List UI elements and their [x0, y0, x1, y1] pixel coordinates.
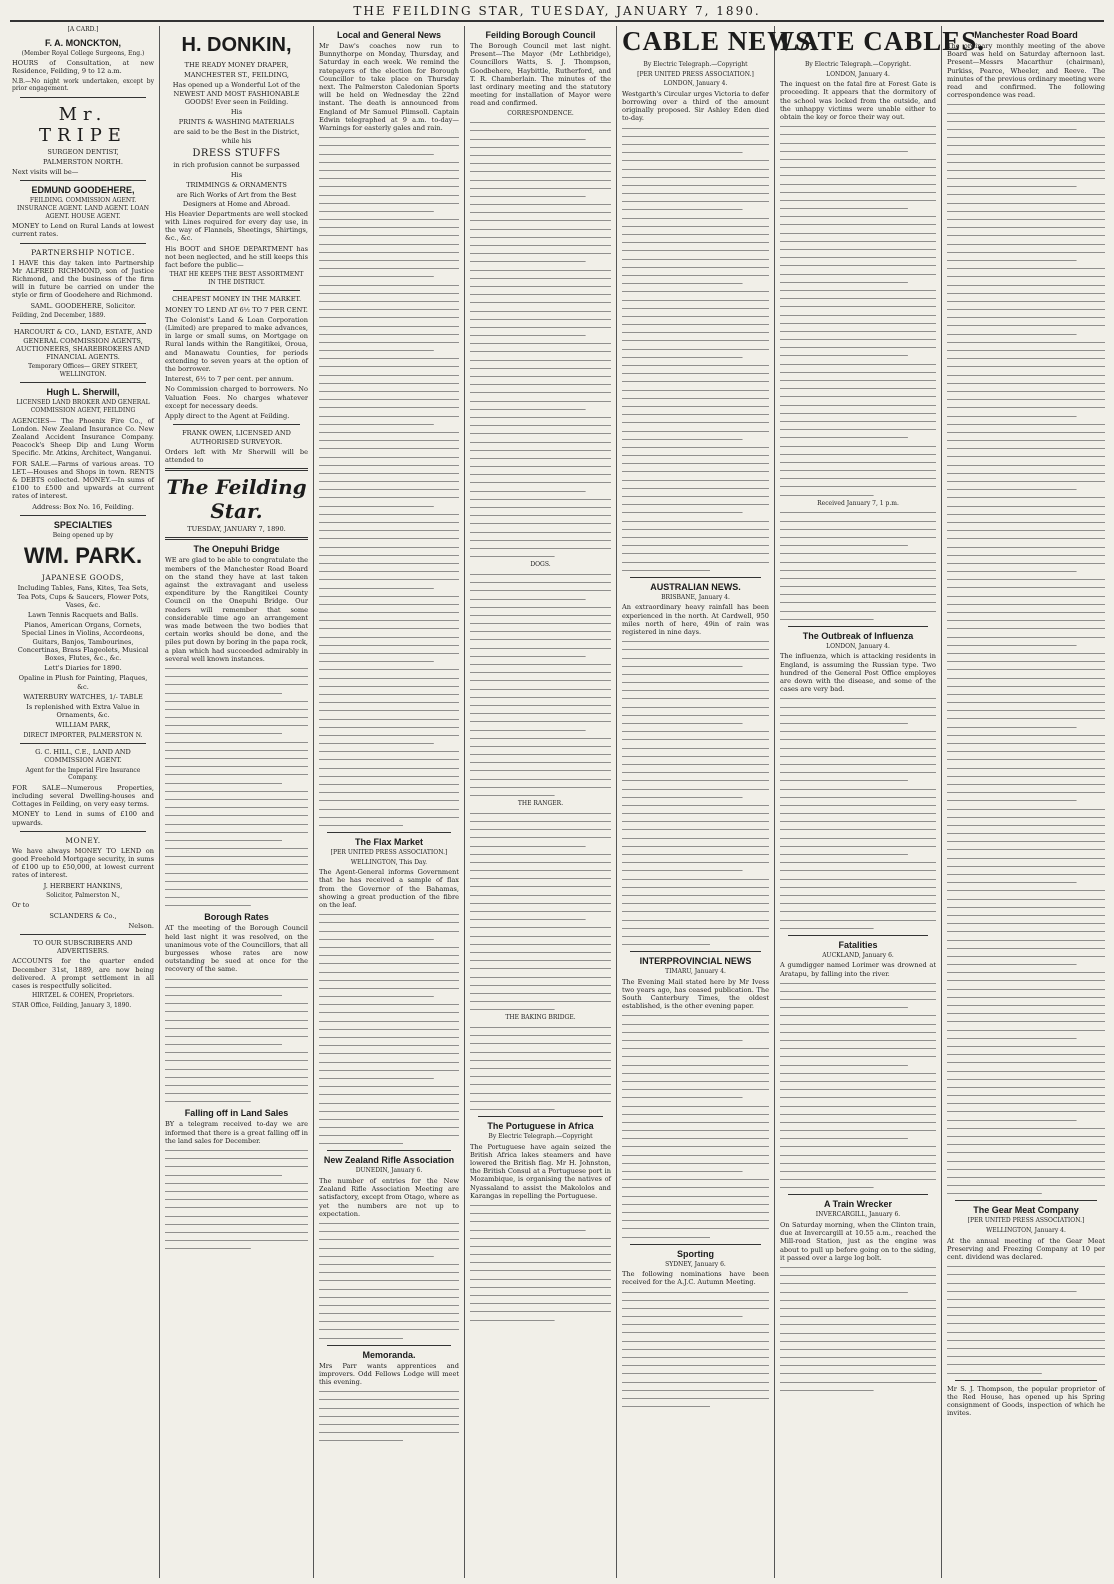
falling-off-text: BY a telegram received to-day we are informed that there is a great falling off in the land sales for December.	[165, 1120, 308, 1145]
donkin-his-2: His	[230, 171, 243, 180]
park-subtitle: DIRECT IMPORTER, PALMERSTON N.	[23, 731, 143, 739]
article-body	[319, 1388, 459, 1443]
rifle-text: The number of entries for the New Zealand Rifle Association Meeting are satisfactory, except from Otago, where as yet the numbers are not up to expectation.	[319, 1177, 459, 1218]
column-rule-6	[941, 26, 942, 1578]
cable-association: [PER UNITED PRESS ASSOCIATION.]	[637, 70, 754, 78]
monckton-hours: HOURS of Consultation, at new Residence, Feilding, 9 to 12 a.m.	[12, 59, 154, 76]
partnership-date: Feilding, 2nd December, 1889.	[12, 311, 106, 319]
donkin-address: MANCHESTER ST., FEILDING,	[183, 71, 290, 80]
article-body	[780, 695, 936, 930]
masthead-rule	[10, 20, 1104, 22]
cheapest-money: CHEAPEST MONEY IN THE MARKET.	[171, 295, 302, 304]
divider	[630, 1244, 761, 1245]
monckton-subtitle: (Member Royal College Surgeons, Eng.)	[21, 49, 145, 57]
divider	[788, 1194, 928, 1195]
correspondence-heading: CORRESPONDENCE.	[507, 109, 574, 117]
tripe-heading: Mr. TRIPE	[39, 103, 127, 146]
donkin-prints-text: are said to be the Best in the District, while his	[173, 128, 300, 145]
divider	[327, 1150, 451, 1151]
donkin-opened: Has opened up a Wonderful Lot of the NEWEST AND MOST FASHIONABLE GOODS! Ever seen in Feilding.	[172, 81, 301, 106]
article-body	[622, 1289, 769, 1410]
proprietors: HIRTZEL & COHEN, Proprietors.	[31, 992, 135, 1000]
influenza-text: The influenza, which is attacking residents in England, is assuming the Russian type. Two hundred of the General Post Office employes are down with the disease, and some of the cases are very bad.	[780, 652, 936, 694]
article-body	[947, 101, 1105, 1196]
fatalities-heading: Fatalities	[838, 939, 878, 950]
divider	[788, 626, 928, 627]
sclanders: SCLANDERS & Co.,	[49, 911, 117, 920]
memoranda-text: Mrs Parr wants apprentices and improvers. Odd Fellows Lodge will meet this evening.	[319, 1361, 459, 1387]
star-office-date: STAR Office, Feilding, January 3, 1890.	[12, 1001, 132, 1009]
owen-heading: FRANK OWEN, LICENSED AND AUTHORISED SURVEYOR.	[182, 429, 291, 446]
article-body	[947, 1263, 1105, 1375]
money-text: We have always MONEY TO LEND on good Freehold Mortgage security, in sums of £100 up to £50,000, at lowest current rates of interest.	[12, 846, 154, 880]
letts-diaries: Lett's Diaries for 1890.	[44, 664, 122, 673]
late-source: By Electric Telegraph.—Copyright.	[804, 61, 912, 68]
article-body	[622, 638, 769, 947]
subscribers-text: ACCOUNTS for the quarter ended December 31st, 1889, are now being delivered. A prompt settlement in all cases is respectfully solicited.	[12, 957, 154, 991]
divider	[788, 935, 928, 936]
donkin-best-assortment: THAT HE KEEPS THE BEST ASSORTMENT IN THE DISTRICT.	[169, 271, 304, 286]
subscribers-heading: TO OUR SUBSCRIBERS AND ADVERTISERS.	[33, 939, 133, 956]
divider	[173, 424, 300, 425]
donkin-prints: PRINTS & WASHING MATERIALS	[178, 118, 295, 127]
train-place: INVERCARGILL, January 6.	[815, 1211, 901, 1219]
dogs-heading: DOGS.	[530, 561, 551, 569]
money-to-lend-rate: MONEY TO LEND AT 6½ TO 7 PER CENT.	[165, 305, 308, 314]
article-body	[780, 980, 936, 1191]
flax-place: WELLINGTON, This Day.	[350, 858, 428, 866]
donkin-dress: DRESS STUFFS	[192, 147, 281, 159]
divider	[478, 1116, 603, 1117]
monckton-heading: F. A. MONCKTON,	[45, 37, 121, 48]
divider	[327, 1345, 451, 1346]
donkin-draper: THE READY MONEY DRAPER,	[184, 61, 289, 69]
article-body	[470, 571, 611, 798]
divider	[630, 577, 761, 578]
manchester-road-board-text: The ordinary monthly meeting of the above Board was held on Saturday afternoon last. Present—Messrs Macarthur (chairman), Purkiss, Pearce, Wheeler, and Reeve. The minutes of the previous ordinary meeting were read and confirmed. The following correspondence was read.	[947, 42, 1105, 100]
divider	[165, 537, 308, 540]
late-place: LONDON, January 4.	[826, 70, 890, 78]
cable-text: Westgarth's Circular urges Victoria to defer borrowing over a third of the amount originally proposed. Sir Ashley Eden died to-day.	[622, 89, 769, 123]
gear-meat-heading: The Gear Meat Company	[973, 1205, 1079, 1216]
article-body	[470, 119, 611, 559]
sherwill-address: Address: Box No. 16, Feilding.	[32, 502, 134, 511]
manchester-road-board-heading: Manchester Road Board	[974, 30, 1078, 40]
interprovincial-text: The Evening Mail stated here by Mr Ivess two years ago, has ceased publication. The South Canterbury Times, the oldest established, is the other evening paper.	[622, 977, 769, 1011]
late-cables-heading: LATE CABLES.	[780, 26, 986, 56]
divider	[955, 1200, 1097, 1201]
hill-sale: FOR SALE—Numerous Properties, including several Dwelling-houses and Cottages in Feilding, on very easy terms.	[12, 783, 154, 809]
replenished: Is replenished with Extra Value in Ornaments, &c.	[26, 703, 140, 720]
monckton-note: N.B.—No night work undertaken, except by prior engagement.	[12, 77, 154, 93]
flax-source: [PER UNITED PRESS ASSOCIATION.]	[330, 848, 448, 856]
article-body	[622, 125, 769, 573]
article-body	[470, 1202, 611, 1323]
park-signature: WILLIAM PARK,	[55, 721, 111, 730]
sherwill-subtitle: LICENSED LAND BROKER AND GENERAL COMMISSION AGENT, FEILDING	[16, 399, 150, 414]
local-news-text: Mr Daw's coaches now run to Bunnythorpe on Monday, Thursday, and Saturday in each week. We remind the ratepayers of the election for Borough Councillor to take place on Thursday next. The Palmerston Caledonian Sports will be held on Wednesday the 22nd instant. The death is announced from England of Mr Samuel Plimsoll. Captain Edwin telegraphed at 9 a.m. to-day—Warnings for easterly gales and rain.	[319, 42, 459, 133]
divider	[20, 323, 146, 324]
local-news-heading: Local and General News	[336, 30, 442, 40]
harcourt-offices: Temporary Offices— GREY STREET, WELLINGTON.	[28, 363, 138, 378]
australian-news-heading: AUSTRALIAN NEWS.	[650, 581, 741, 592]
owen-text: Orders left with Mr Sherwill will be attended to	[165, 447, 308, 464]
rifle-heading: New Zealand Rifle Association	[323, 1155, 455, 1166]
gear-source: [PER UNITED PRESS ASSOCIATION.]	[967, 1217, 1085, 1225]
sherwill-for-sale: FOR SALE.—Farms of various areas. TO LET.—Houses and Shops in town. RENTS & DEBTS collected. MONEY.—In sums of £100 to £500 and upwards at current rates of interest.	[12, 459, 154, 501]
column-late-cables	[776, 26, 986, 1578]
gear-place: WELLINGTON, January 4.	[986, 1226, 1066, 1234]
train-text: On Saturday morning, when the Clinton train, due at Invercargill at 10.55 a.m., reached the Mill-road Station, just as the engine was about to pull up before going on to the siding, it passed over a large log bolt.	[780, 1221, 936, 1262]
column-road-board	[943, 26, 1109, 1578]
hill-money: MONEY to Lend in sums of £100 and upwards.	[12, 810, 154, 827]
borough-rates-text: AT the meeting of the Borough Council held last night it was resolved, on the unanimous vote of the Councillors, that all burgesses whose rates are now outstanding be sued at once for the recovery of the same.	[165, 924, 308, 974]
waterbury: WATERBURY WATCHES, 1/- TABLE	[23, 692, 143, 701]
late-text: The inquest on the fatal fire at Forest Gate is proceeding. It appears that the dormitory of the school was locked from the outside, and the unhappy victims were unable either to obtain the key or force their way out.	[780, 80, 936, 121]
column-cable-news	[618, 26, 820, 1578]
article-body	[780, 509, 936, 621]
donkin-trimmings-text: are Rich Works of Art from the Best Designers at Home and Abroad.	[176, 191, 297, 208]
colonists-interest: Interest, 6½ to 7 per cent. per annum.	[165, 375, 294, 384]
partnership-heading: PARTNERSHIP NOTICE.	[31, 247, 135, 257]
divider	[173, 290, 300, 291]
divider	[165, 468, 308, 471]
goodehere-money: MONEY to Lend on Rural Lands at lowest current rates.	[12, 222, 154, 239]
influenza-heading: The Outbreak of Influenza	[802, 630, 914, 641]
article-body	[780, 1264, 936, 1393]
masthead-title: THE FEILDING STAR, TUESDAY, JANUARY 7, 1890.	[353, 4, 761, 18]
article-body	[470, 1024, 611, 1112]
article-body	[319, 911, 459, 1146]
article-body	[622, 1012, 769, 1239]
borough-council-text: The Borough Council met last night. Present—The Mayor (Mr Lethbridge), Councillors Watts, S. J. Thompson, Goodbehere, Haybittle, Rutherford, and T. R. Chamberlain. The minutes of the last ordinary meeting and the statutory meeting for installation of Mayor were read and confirmed.	[470, 42, 611, 108]
article-body	[165, 665, 308, 908]
sporting-heading: Sporting	[677, 1248, 714, 1259]
goodehere-agencies: FEILDING. COMMISSION AGENT. INSURANCE AGENT. LAND AGENT. LOAN AGENT. HOUSE AGENT.	[17, 197, 149, 220]
column-borough-council	[466, 26, 615, 1578]
sporting-text: The following nominations have been received for the A.J.C. Autumn Meeting.	[622, 1270, 769, 1287]
australian-place: BRISBANE, January 4.	[661, 593, 730, 601]
cable-place: LONDON, January 4.	[663, 80, 728, 88]
lawn-tennis: Lawn Tennis Racquets and Balls.	[27, 611, 139, 620]
australian-text: An extraordinary heavy rainfall has been experienced in the north. At Cardwell, 950 miles north of here, 49in of rain was registered in nine days.	[622, 603, 769, 636]
donkin-trimmings: TRIMMINGS & ORNAMENTS	[186, 181, 287, 190]
fatalities-place: AUCKLAND, January 6.	[822, 951, 894, 959]
opaline: Opaline in Plush for Painting, Plaques, &c.	[18, 674, 148, 691]
hankins-subtitle: Solicitor, Palmerston N.,	[46, 891, 120, 899]
pianos: Pianos, American Organs, Cornets, Special Lines in Violins, Accordeons, Guitars, Banjos, Tambourines, Concertinas, Brass Flageolets, Musical Boxes, Flutes, &c., &c.	[17, 621, 149, 663]
divider	[955, 1380, 1097, 1381]
colonists-text: The Colonist's Land & Loan Corporation (Limited) are prepared to make advances, in large or small sums, on Mortgage on Rural lands within the Rangitikei, Oroua, and Manawatu Counties, for periods extending to seven years at the option of the borrower.	[165, 315, 308, 374]
tripe-town: PALMERSTON NORTH.	[43, 157, 123, 166]
article-body	[780, 123, 936, 497]
nameplate: The Feilding Star.	[166, 475, 307, 524]
divider	[20, 515, 146, 516]
column-local-news	[315, 26, 463, 1578]
article-body	[165, 1147, 308, 1251]
tripe-subtitle: SURGEON DENTIST,	[47, 147, 119, 156]
flax-heading: The Flax Market	[354, 836, 424, 847]
japanese-goods-heading: JAPANESE GOODS,	[41, 573, 125, 583]
donkin-heading: H. DONKIN,	[181, 34, 292, 56]
article-body	[319, 134, 459, 828]
japanese-goods-text: Including Tables, Fans, Kites, Tea Sets, Tea Pots, Cups & Saucers, Flower Pots, Vases, &c.	[17, 584, 149, 609]
or-to: Or to	[12, 901, 30, 910]
partnership-text: I HAVE this day taken into Partnership Mr ALFRED RICHMOND, son of Justice Richmond, and the business of the firm will in future be carried on under the style or firm of Goodehere and Richmond.	[12, 258, 154, 300]
falling-off-heading: Falling off in Land Sales	[184, 1108, 289, 1119]
gear-text: At the annual meeting of the Gear Meat Preserving and Freezing Company at 10 per cent. dividend was declared.	[947, 1236, 1105, 1261]
borough-council-heading: Feilding Borough Council	[485, 30, 596, 40]
column-rule-2	[313, 26, 314, 1578]
donkin-dress-text: in rich profusion cannot be surpassed	[173, 160, 300, 169]
hankins-name: J. HERBERT HANKINS,	[43, 881, 123, 890]
hill-heading: G. C. HILL, C.E., LAND AND COMMISSION AGENT.	[35, 748, 131, 765]
divider	[20, 243, 146, 244]
divider	[20, 934, 146, 935]
cable-news-heading: CABLE NEWS.	[622, 26, 820, 56]
goodehere-heading: EDMUND GOODEHERE,	[31, 185, 135, 196]
interprovincial-place: TIMARU, January 4.	[665, 968, 726, 976]
divider	[20, 743, 146, 744]
divider	[327, 832, 451, 833]
donkin-boot: His BOOT and SHOE DEPARTMENT has not been neglected, and he still keeps this fact before the public—	[165, 244, 308, 270]
money-heading: MONEY.	[65, 835, 101, 845]
column-rule-1	[159, 26, 160, 1578]
portuguese-heading: The Portuguese in Africa	[487, 1120, 594, 1131]
article-body	[470, 810, 611, 1013]
divider	[20, 382, 146, 383]
train-wrecker-heading: A Train Wrecker	[823, 1199, 893, 1210]
sherwill-heading: Hugh L. Sherwill,	[46, 387, 120, 398]
ranger-heading: THE RANGER.	[517, 800, 564, 808]
memoranda-heading: Memoranda.	[362, 1349, 416, 1360]
specialties-subtitle: Being opened up by	[52, 531, 114, 539]
colonists-no-commission: No Commission charged to borrowers. No Valuation Fees. No charges whatever except for necessary deeds.	[165, 385, 308, 410]
nameplate-date: TUESDAY, JANUARY 7, 1890.	[187, 525, 286, 534]
tripe-visits: Next visits will be—	[12, 168, 79, 177]
column-rule-4	[616, 26, 617, 1578]
colonists-apply: Apply direct to the Agent at Feilding.	[165, 412, 290, 421]
masthead	[0, 0, 1114, 22]
thompson-notice: Mr S. J. Thompson, the popular proprietor of the Red House, has opened up his Spring consignment of Goods, inspection of which he invites.	[947, 1384, 1105, 1418]
partnership-signature: SAML. GOODEHERE, Solicitor.	[30, 301, 136, 310]
divider	[20, 97, 146, 98]
hill-subtitle: Agent for the Imperial Fire Insurance Company.	[25, 766, 141, 782]
column-advertisements	[8, 26, 158, 1578]
borough-rates-heading: Borough Rates	[204, 912, 269, 923]
donkin-heavier: His Heavier Departments are well stocked with Lines required for every day use, in the way of Flannels, Sheetings, Shirtings, &c., &c.	[165, 209, 308, 243]
interprovincial-heading: INTERPROVINCIAL NEWS	[639, 956, 752, 967]
specialties-heading: SPECIALTIES	[53, 519, 113, 530]
cable-source: By Electric Telegraph.—Copyright	[643, 61, 748, 68]
received-note: Received January 7, 1 p.m.	[817, 499, 899, 507]
rifle-place: DUNEDIN, January 6.	[355, 1167, 423, 1175]
influenza-place: LONDON, January 4.	[826, 642, 890, 650]
onepuhi-text: WE are glad to be able to congratulate the members of the Manchester Road Board on the stand they have at last taken against the extravagant and useless expenditure by the Rangitikei County Council on the Onepuhi Bridge. Our readers will remember that some considerable time ago an arrangement was made between the two bodies that certain works should be done, and the piles put down by boring in the papa rock, a plan which had succeeded admirably in several well known instances.	[165, 556, 308, 663]
divider	[630, 951, 761, 952]
sporting-place: SYDNEY, January 6.	[665, 1260, 726, 1268]
portuguese-source: By Electric Telegraph.—Copyright	[488, 1132, 593, 1140]
column-donkin-and-leader	[161, 26, 312, 1578]
column-rule-5	[774, 26, 775, 1578]
portuguese-text: The Portuguese have again seized the British Africa lakes steamers and have lowered the British flag. Mr H. Johnston, the British Consul at a Portuguese port in Mozambique, is organising the natives of Nyassaland to assist the Makololos and Karangas in repelling the Portuguese.	[470, 1142, 611, 1200]
onepuhi-heading: The Onepuhi Bridge	[193, 544, 280, 555]
fatalities-text: A gumdigger named Lorimer was drowned at Aratapu, by falling into the river.	[780, 961, 936, 978]
sherwill-agencies: AGENCIES— The Phoenix Fire Co., of London. New Zealand Insurance Co. New Zealand Accident Insurance Company. Peacock's Sheep Dip and Lung Worm Specific. Mr. Atkins, Architect, Wanganui.	[12, 416, 154, 458]
divider	[20, 180, 146, 181]
harcourt-advert: HARCOURT & CO., LAND, ESTATE, AND GENERAL COMMISSION AGENTS, AUCTIONEERS, SHAREBROKERS AND FINANCIAL AGENTS.	[13, 328, 153, 361]
article-body	[319, 1220, 459, 1341]
flax-text: The Agent-General informs Government that he has received a sample of flax from the Governor of the Bahamas, showing a great production of the fibre on the leaf.	[319, 868, 459, 909]
card-label: [A CARD.]	[67, 26, 99, 33]
sclanders-town: Nelson.	[128, 921, 154, 930]
column-rule-3	[464, 26, 465, 1578]
donkin-his: His	[230, 108, 243, 117]
article-body	[165, 976, 308, 1105]
baking-bridge-heading: THE BAKING BRIDGE.	[505, 1014, 576, 1022]
divider	[20, 831, 146, 832]
wm-park-heading: WM. PARK.	[23, 543, 143, 569]
